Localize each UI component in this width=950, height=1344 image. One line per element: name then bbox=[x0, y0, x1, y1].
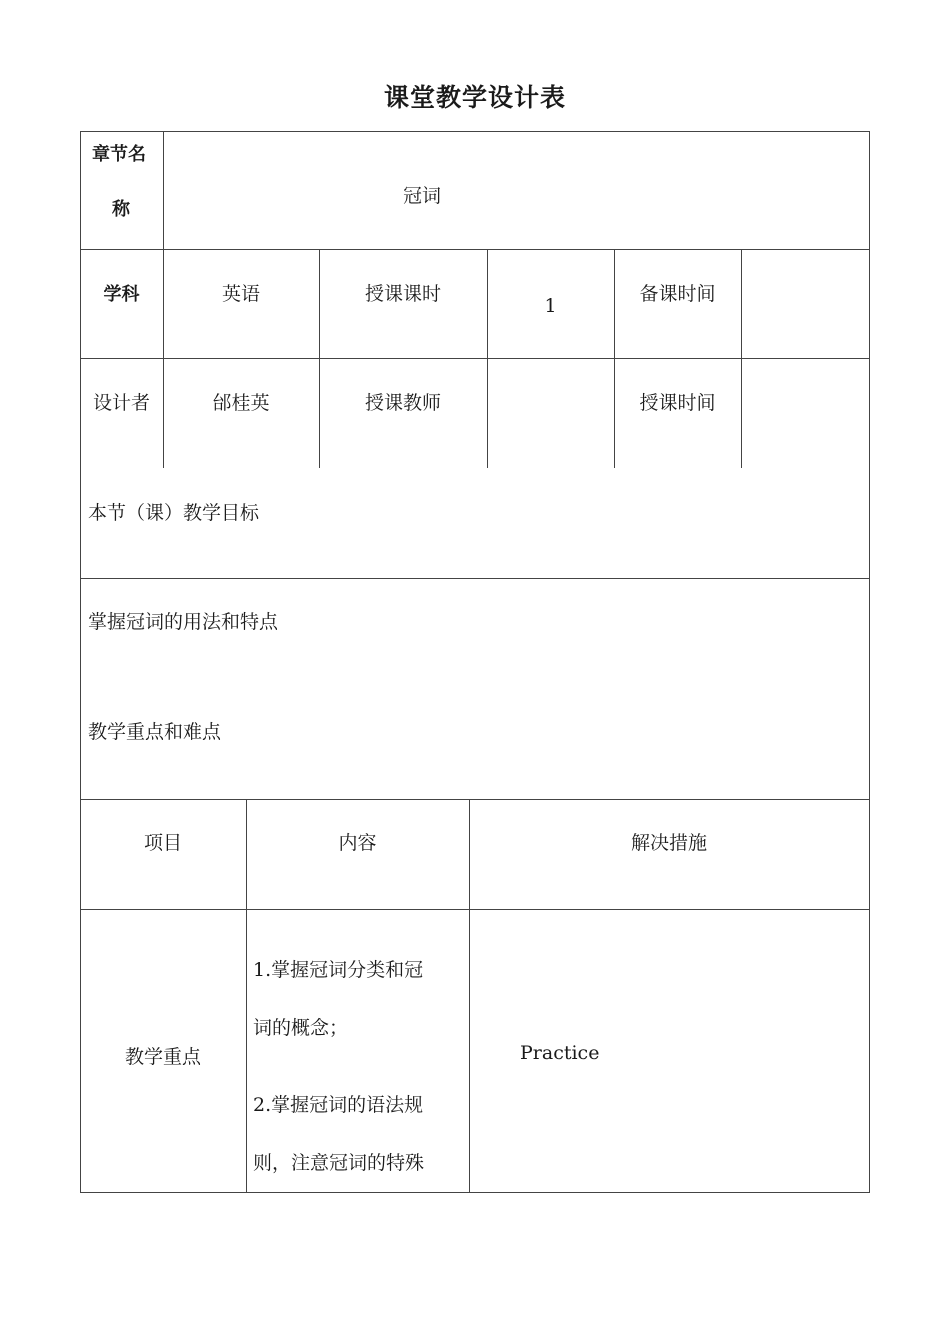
header-content: 内容 bbox=[338, 832, 377, 854]
teach-time-label: 授课时间 bbox=[639, 392, 716, 414]
subject-label: 学科 bbox=[103, 284, 140, 305]
row-content-line: 词的概念； bbox=[253, 1017, 349, 1039]
row-content-line: 2.掌握冠词的语法规 bbox=[253, 1094, 424, 1116]
objectives-heading: 本节（课）教学目标 bbox=[88, 502, 260, 524]
designer-label: 设计者 bbox=[92, 392, 150, 414]
chapter-name-value: 冠词 bbox=[403, 185, 442, 207]
teacher-label: 授课教师 bbox=[364, 392, 441, 414]
row-content-line: 1.掌握冠词分类和冠 bbox=[253, 959, 424, 981]
row-measure: Practice bbox=[520, 1042, 600, 1064]
class-hours-value: 1 bbox=[544, 295, 557, 317]
subject-value: 英语 bbox=[221, 283, 260, 305]
page-title: 课堂教学设计表 bbox=[383, 83, 566, 112]
chapter-name-label: 章节名 bbox=[92, 144, 146, 165]
row-item: 教学重点 bbox=[124, 1046, 201, 1068]
chapter-name-label-cont: 称 bbox=[112, 199, 130, 220]
key-points-heading: 教学重点和难点 bbox=[88, 721, 222, 743]
prep-time-label: 备课时间 bbox=[639, 283, 716, 305]
objectives-content: 掌握冠词的用法和特点 bbox=[88, 611, 279, 633]
row-content-line: 则，注意冠词的特殊 bbox=[253, 1152, 425, 1174]
header-measures: 解决措施 bbox=[630, 832, 707, 854]
designer-value: 邰桂英 bbox=[212, 392, 270, 414]
header-item: 项目 bbox=[143, 832, 182, 854]
class-hours-label: 授课课时 bbox=[364, 283, 441, 305]
